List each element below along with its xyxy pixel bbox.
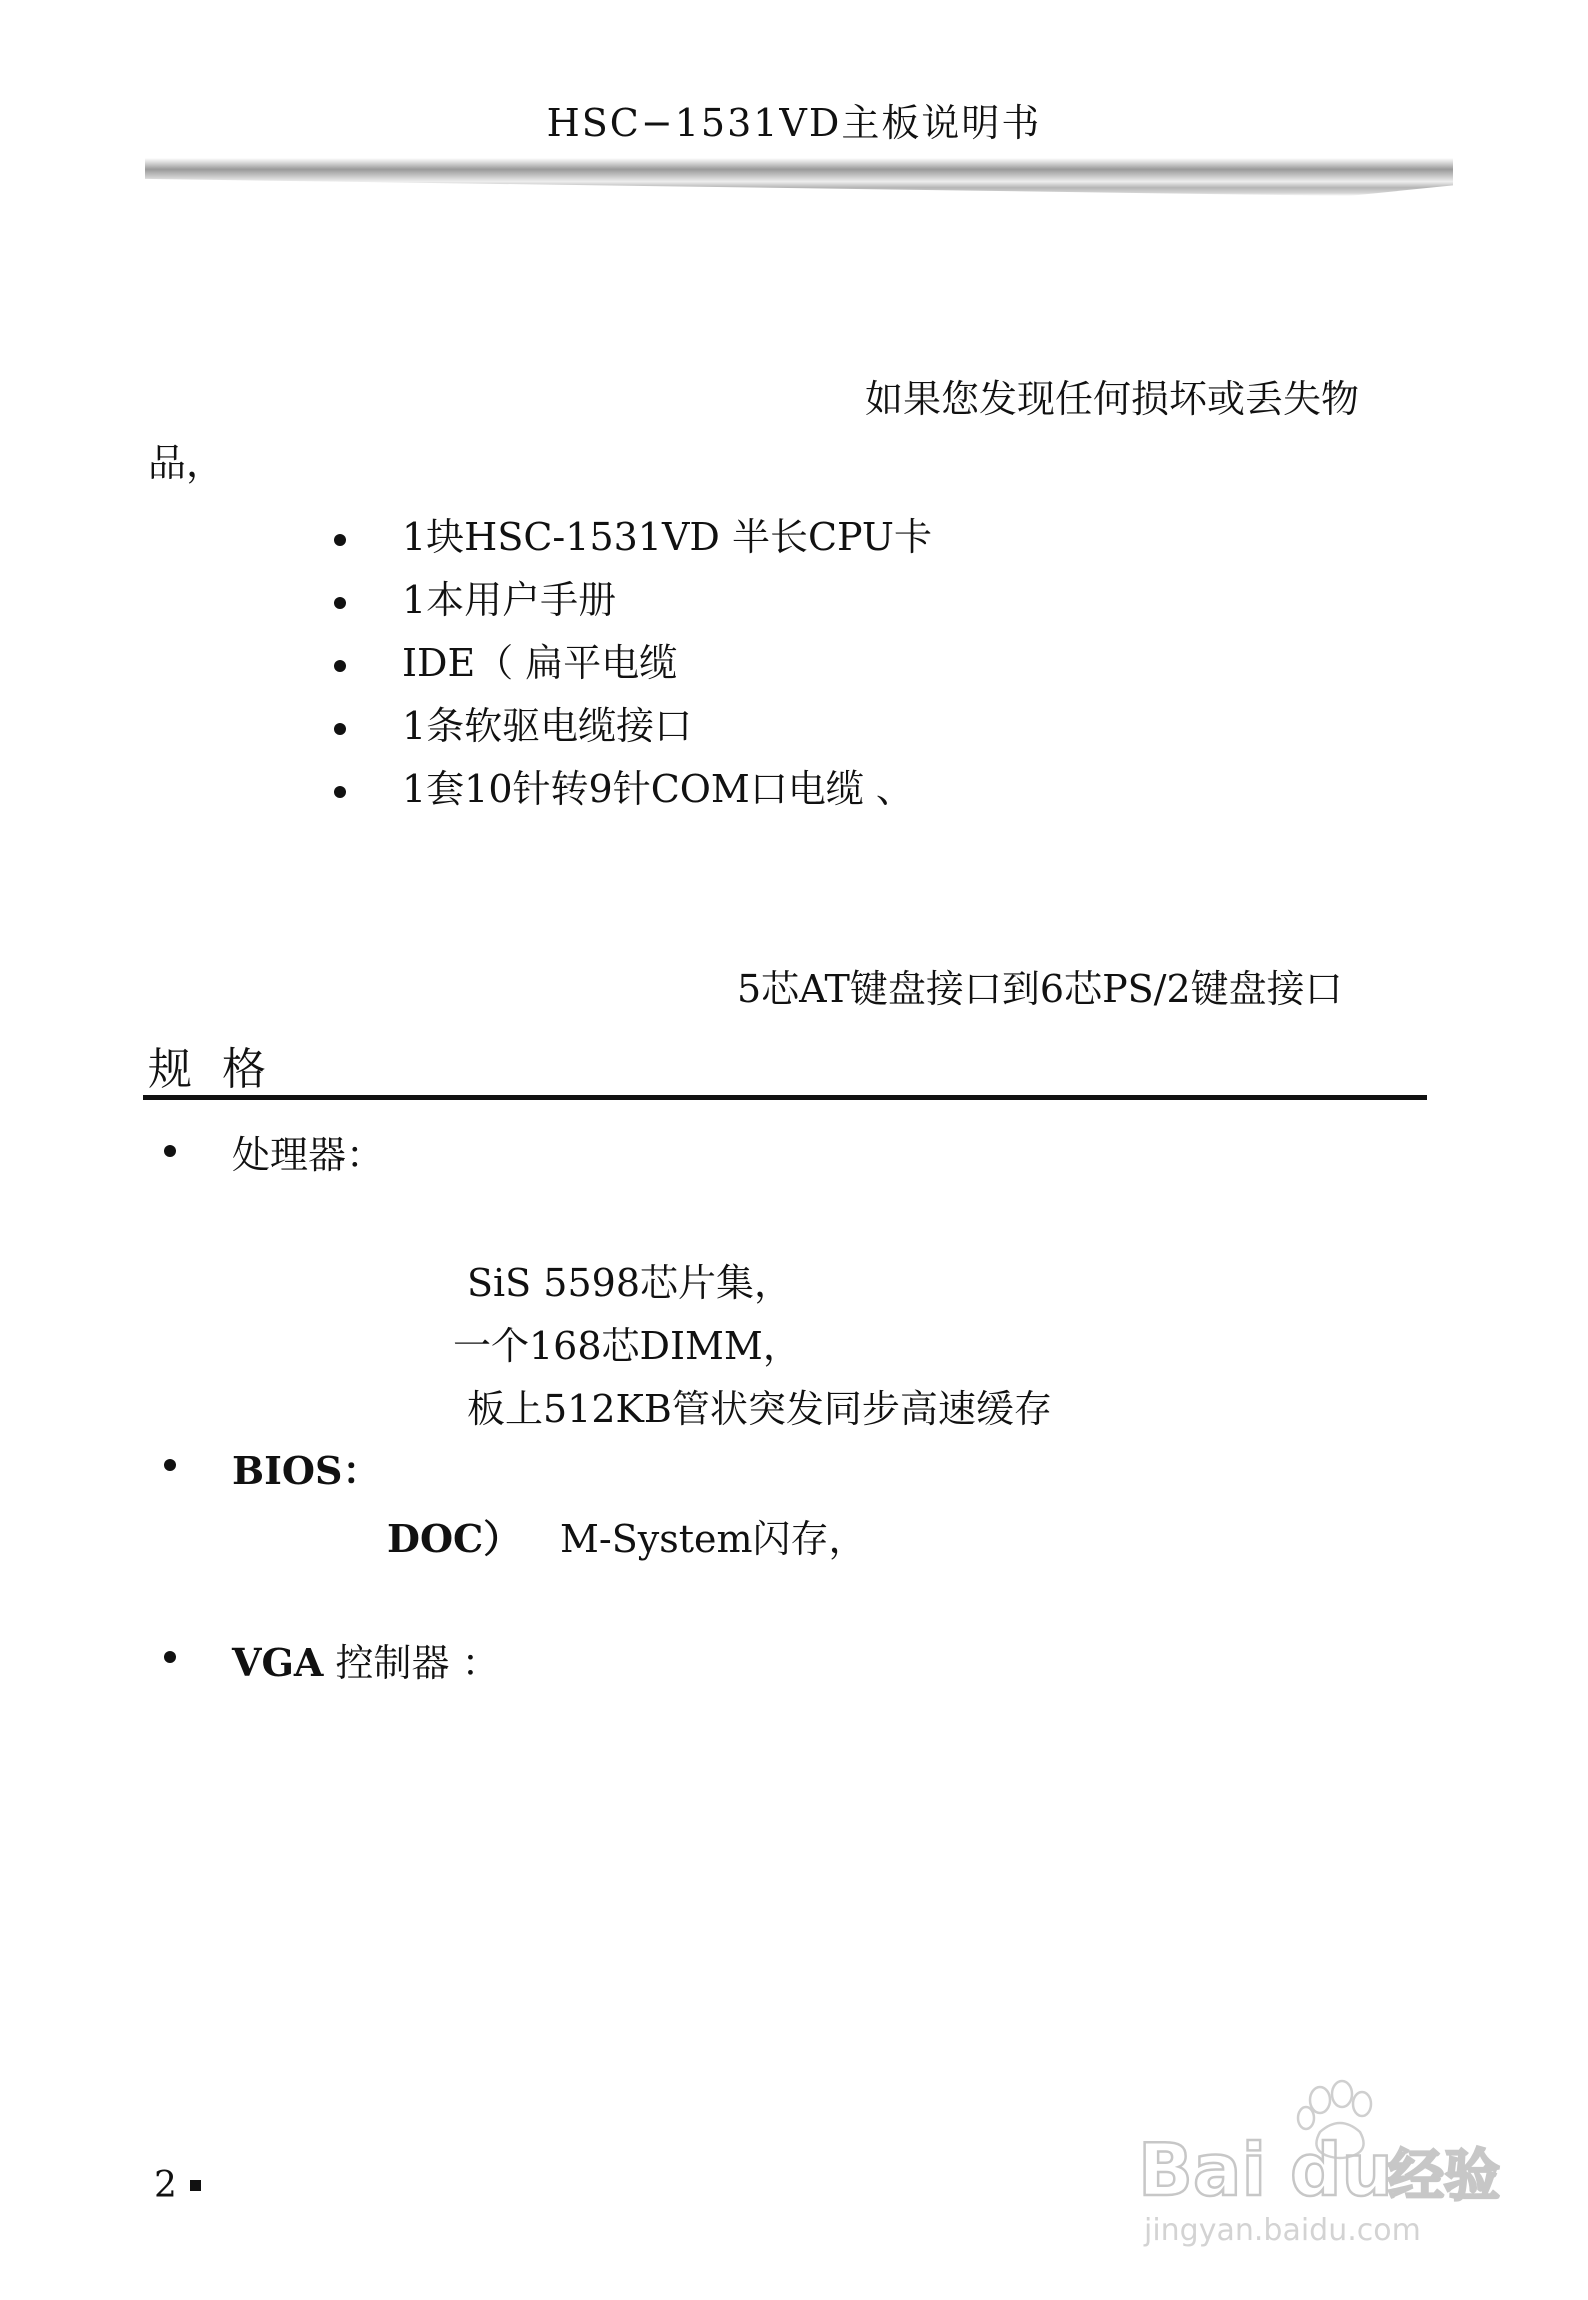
vga-bullet — [164, 1651, 176, 1663]
package-item-manual: 1本用户手册 — [330, 575, 932, 638]
svg-text:经验: 经验 — [1388, 2144, 1500, 2209]
processor-bullet — [164, 1145, 176, 1157]
page-number: 2 — [154, 2165, 177, 2206]
processor-label: 处理器： — [232, 1133, 385, 1177]
bios-doc: DOC） — [387, 1516, 522, 1561]
baidu-jingyan-watermark — [1130, 2060, 1510, 2260]
svg-text:jingyan.baidu.com: jingyan.baidu.com — [1144, 2213, 1421, 2248]
vga-label-rest: 控制器 ： — [323, 1641, 500, 1685]
package-item-floppy-cable: 1条软驱电缆接口 — [330, 701, 932, 764]
package-items-list — [330, 512, 932, 827]
keyboard-adapter-text: 5芯AT键盘接口到6芯PS/2键盘接口 — [737, 967, 1343, 1011]
intro-line-2: 品， — [148, 441, 225, 485]
processor-dimm: 一个168芯DIMM， — [453, 1324, 801, 1368]
header-decorative-rule — [145, 158, 1453, 196]
vga-label-bold: VGA — [232, 1640, 324, 1685]
bios-flash: M-System闪存， — [560, 1517, 867, 1561]
bios-label: BIOS： — [232, 1448, 381, 1493]
section-divider — [143, 1095, 1427, 1100]
section-title-specs: 规 格 — [148, 1044, 274, 1095]
package-item-cpu-card: 1块HSC-1531VD 半长CPU卡 — [330, 512, 932, 575]
processor-chipset: SiS 5598芯片集， — [467, 1261, 793, 1305]
svg-text:Bai: Bai — [1138, 2128, 1267, 2212]
package-item-com-cable: 1套10针转9针COM口电缆 、 — [330, 764, 932, 827]
svg-text:du: du — [1290, 2128, 1393, 2212]
bios-bullet — [164, 1459, 176, 1471]
processor-cache: 板上512KB管状突发同步高速缓存 — [467, 1387, 1052, 1431]
vga-label — [232, 1632, 500, 1687]
baidu-paw-logo-icon — [1130, 2060, 1510, 2260]
intro-line-1: 如果您发现任何损坏或丢失物 — [865, 377, 1360, 421]
package-item-ide-cable: IDE（ 扁平电缆 — [330, 638, 932, 701]
document-header-title: HSC−1531VD主板说明书 — [546, 101, 1042, 145]
page-number-marker — [190, 2180, 201, 2191]
